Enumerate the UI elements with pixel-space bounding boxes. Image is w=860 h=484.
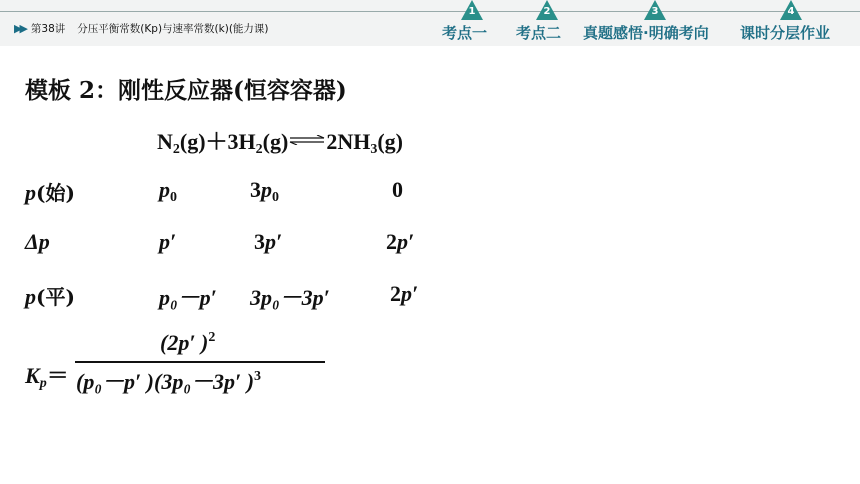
nav-marker-2-icon: 2 <box>536 0 558 20</box>
row-equilibrium-n2: p₀－p′ <box>159 285 217 310</box>
nav-tab-4[interactable]: 课时分层作业 <box>740 24 831 42</box>
nav-tab-1[interactable]: 考点一 <box>442 24 488 42</box>
reaction-equation: $N_2(g)+3H_2(g)$ $2NH_3(g)$ <box>157 129 403 157</box>
lesson-number: 第38讲 <box>30 23 66 35</box>
nav-marker-1-icon: 1 <box>461 0 483 20</box>
kp-numerator: (2p′ )$^2$ <box>160 330 216 355</box>
row-equilibrium-label: p(平) <box>25 284 75 309</box>
kp-denominator: (p₀－p′ )(3p₀－3p′ )$^3$ <box>76 369 262 394</box>
play-arrow-icon: ▶▶ <box>14 22 25 35</box>
nav-marker-4-icon: 4 <box>780 0 802 20</box>
row-initial-nh3: 0 <box>392 177 403 202</box>
fraction-bar <box>75 361 325 363</box>
equilibrium-arrow-icon <box>289 135 325 145</box>
row-change-nh3: 2p′ <box>386 229 415 254</box>
nav-tab-2[interactable]: 考点二 <box>516 24 562 42</box>
row-equilibrium-h2: 3p₀－3p′ <box>250 285 330 310</box>
slide-title: 模板 2：刚性反应器(恒容容器) <box>25 77 347 104</box>
row-change-n2: p′ <box>159 229 177 254</box>
row-equilibrium-nh3: 2p′ <box>390 281 419 306</box>
lesson-heading <box>14 21 269 36</box>
row-initial-label: p(始) <box>25 180 75 205</box>
lesson-title: 分压平衡常数(Kp)与速率常数(k)(能力课) <box>77 23 269 35</box>
row-change-label: Δp <box>25 229 50 254</box>
row-initial-n2: $p_0$ <box>159 177 177 205</box>
row-initial-h2: $3p_0$ <box>250 177 279 205</box>
nav-marker-3-icon: 3 <box>644 0 666 20</box>
row-change-h2: 3p′ <box>254 229 283 254</box>
kp-lhs: $K_p=$ <box>25 363 69 391</box>
header-divider <box>0 11 860 12</box>
nav-tab-3[interactable]: 真题感悟·明确考向 <box>583 24 709 42</box>
